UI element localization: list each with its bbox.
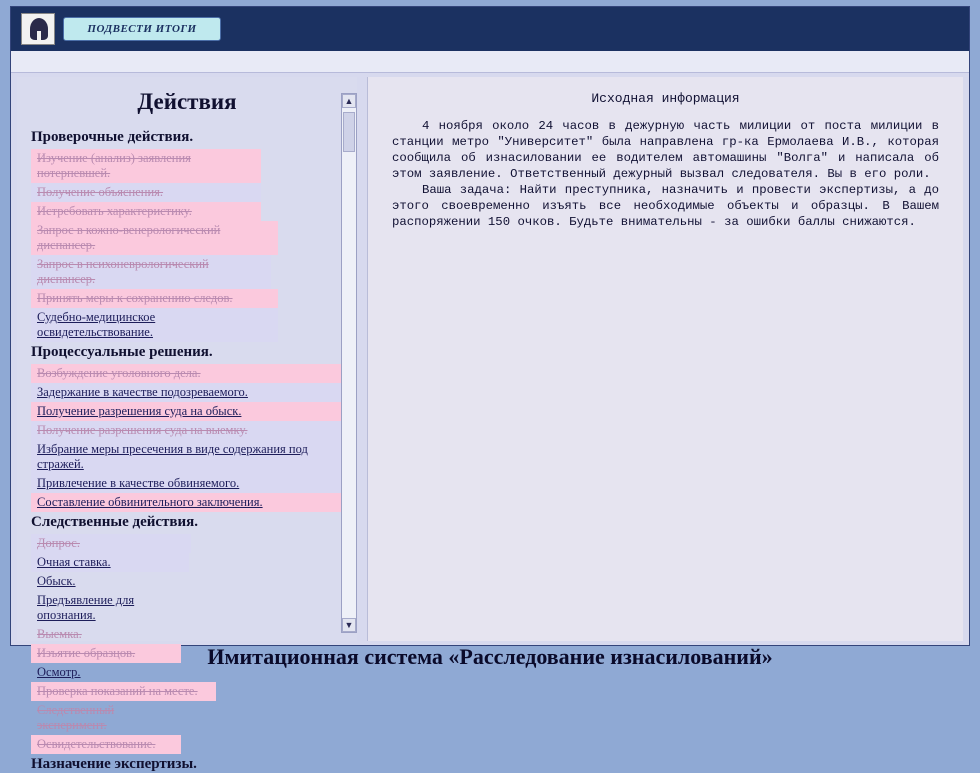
tooth-icon [21, 13, 55, 45]
action-item[interactable]: Очная ставка. [31, 553, 189, 572]
action-item[interactable]: Предъявление для опознания. [37, 593, 135, 622]
chevron-down-icon[interactable]: ▼ [342, 618, 356, 632]
action-group-heading: Следственные действия. [31, 514, 199, 530]
action-item: Запрос в кожно-венерологический диспансер. [31, 221, 278, 255]
title-bar [11, 7, 969, 51]
action-item: Освидетельствование. [31, 735, 181, 754]
action-item: Следственный эксперимент. [37, 703, 115, 732]
action-item: Получение разрешения суда на выемку. [31, 421, 344, 440]
action-item: Принять меры к сохранению следов. [31, 289, 278, 308]
case-info-text [392, 118, 947, 230]
action-item: Запрос в психоневрологический диспансер. [31, 255, 271, 289]
case-info-paragraph: 4 ноября около 24 часов в дежурную часть милиции от поста милиции в станции метро "Университет" была направлена гр-ка Ермолаева И.В., которая сообщила об изнасиловании ее водителем автомашины "Волга" и написала об этом заявление. Ответственный дежурный вызвал следователя. Вы в его роли. [392, 119, 947, 181]
toolbar-strip [11, 51, 969, 73]
case-info-pane [367, 77, 963, 641]
page-title: Действия [137, 89, 237, 114]
action-item[interactable]: Обыск. [37, 574, 76, 588]
action-item: Выемка. [37, 627, 82, 641]
scrollbar-thumb[interactable] [343, 112, 355, 152]
action-item: Проверка показаний на месте. [31, 682, 216, 701]
action-item: Изучение (анализ) заявления потерпевшей. [31, 149, 261, 183]
action-item: Изъятие образцов. [31, 644, 181, 663]
tooth-glyph [30, 18, 48, 40]
case-info-paragraph: Ваша задача: Найти преступника, назначить и провести экспертизы, а до этого своевременно изъять все необходимые объекты и образцы. В Вашем распоряжении 150 очков. Будьте внимательны - за ошибки баллы снижаются. [392, 183, 947, 229]
summary-button[interactable]: ПОДВЕСТИ ИТОГИ [63, 17, 221, 41]
actions-pane [17, 77, 357, 772]
action-item[interactable]: Осмотр. [37, 665, 81, 679]
action-item: Допрос. [31, 534, 191, 553]
case-info-title: Исходная информация [591, 91, 740, 106]
action-item: Получение объяснения. [31, 183, 261, 202]
actions-scrollbar[interactable] [341, 93, 357, 633]
action-group-heading: Процессуальные решения. [31, 344, 213, 360]
action-item[interactable]: Составление обвинительного заключения. [31, 493, 344, 512]
action-group-heading: Назначение экспертизы. [31, 756, 197, 772]
chevron-up-icon[interactable]: ▲ [342, 94, 356, 108]
action-group-heading: Проверочные действия. [31, 129, 194, 145]
action-item: Возбуждение уголовного дела. [31, 364, 344, 383]
action-item[interactable]: Задержание в качестве подозреваемого. [31, 383, 344, 402]
action-item[interactable]: Избрание меры пресечения в виде содержания под стражей. [31, 440, 341, 474]
action-item[interactable]: Привлечение в качестве обвиняемого. [31, 474, 344, 493]
action-groups [17, 129, 357, 773]
action-item[interactable]: Получение разрешения суда на обыск. [31, 402, 344, 421]
action-item[interactable]: Судебно-медицинское освидетельствование. [31, 308, 278, 342]
action-item: Истребовать характеристику. [31, 202, 261, 221]
system-caption: Имитационная система «Расследование изнасилований» [207, 644, 773, 669]
